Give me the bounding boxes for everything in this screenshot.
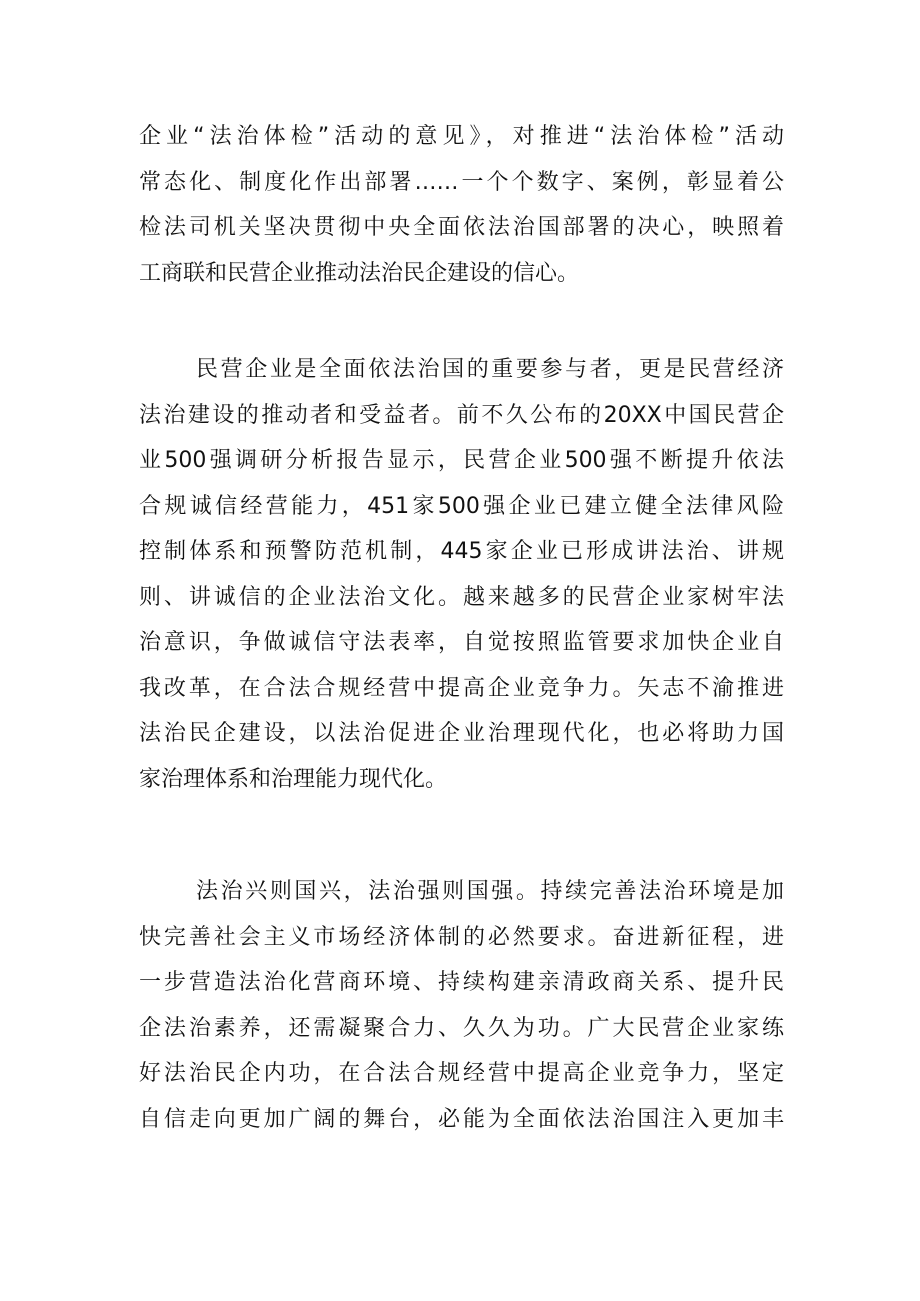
paragraph-line: 企业“法治体检”活动的意见》，对推进“法治体检”活动 [139, 124, 784, 149]
paragraph-line: 我改革，在合法合规经营中提高企业竞争力。矢志不渝推进 [139, 675, 784, 701]
paragraph-line: 法治建设的推动者和受益者。前不久公布的20XX中国民营企 [139, 402, 784, 428]
paragraph-line: 治意识，争做诚信守法表率，自觉按照监管要求加快企业自 [139, 630, 784, 655]
paragraph-line: 则、讲诚信的企业法治文化。越来越多的民营企业家树牢法 [139, 584, 784, 610]
paragraph-line: 法治兴则国兴，法治强则国强。持续完善法治环境是加 [196, 879, 784, 904]
paragraph-line: 控制体系和预警防范机制，445家企业已形成讲法治、讲规 [139, 539, 784, 564]
paragraph-3 [139, 869, 784, 1142]
paragraph-line: 自信走向更加广阔的舞台，必能为全面依法治国注入更加丰 [139, 1106, 784, 1132]
paragraph-line: 快完善社会主义市场经济体制的必然要求。奋进新征程，进 [139, 924, 784, 950]
paragraph-line: 民营企业是全面依法治国的重要参与者，更是民营经济 [196, 357, 784, 382]
paragraph-line: 合规诚信经营能力，451家500强企业已建立健全法律风险 [139, 493, 784, 519]
paragraph-line: 检法司机关坚决贯彻中央全面依法治国部署的决心，映照着 [139, 215, 784, 240]
paragraph-line: 家治理体系和治理能力现代化。 [139, 766, 448, 792]
paragraph-1 [139, 114, 784, 296]
paragraph-line: 企法治素养，还需凝聚合力、久久为功。广大民营企业家练 [139, 1015, 784, 1041]
paragraph-line: 工商联和民营企业推动法治民企建设的信心。 [139, 260, 580, 286]
paragraph-line: 一步营造法治化营商环境、持续构建亲清政商关系、提升民 [139, 970, 784, 995]
paragraph-line: 好法治民企内功，在合法合规经营中提高企业竞争力，坚定 [139, 1061, 784, 1086]
paragraph-2 [139, 347, 784, 802]
paragraph-line: 业500强调研分析报告显示，民营企业500强不断提升依法 [139, 448, 784, 473]
paragraph-line: 常态化、制度化作出部署……一个个数字、案例，彰显着公 [139, 169, 784, 195]
paragraph-line: 法治民企建设，以法治促进企业治理现代化，也必将助力国 [139, 721, 784, 746]
